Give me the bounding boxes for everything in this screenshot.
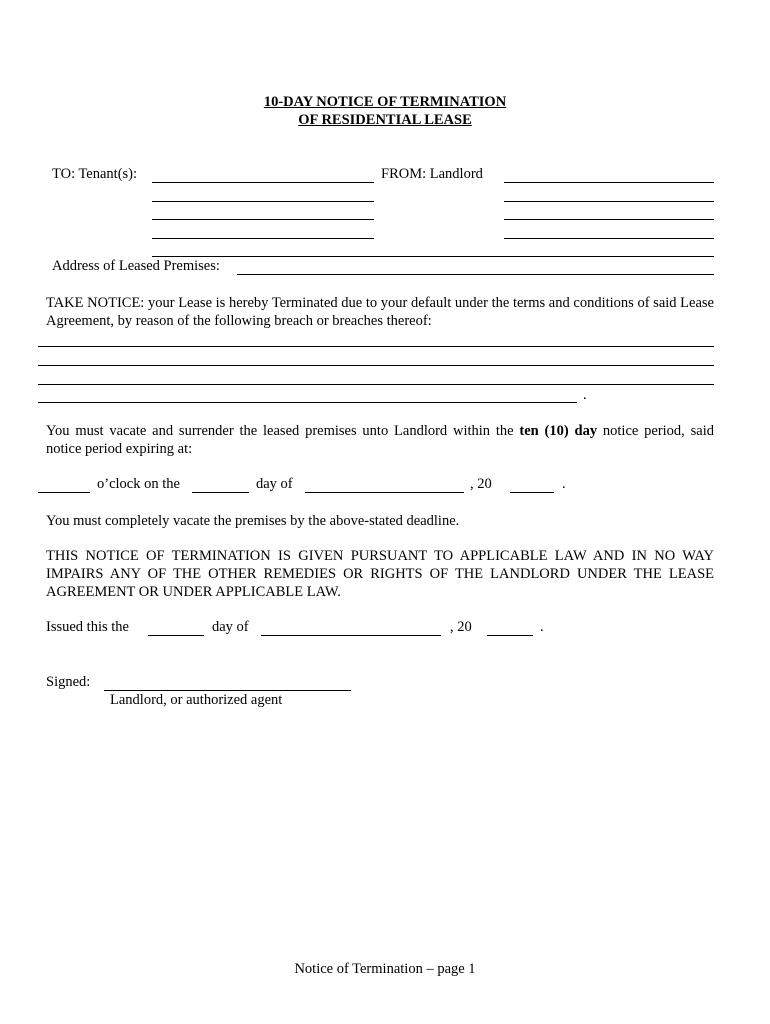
tenant-label: TO: Tenant(s): — [52, 166, 138, 182]
vacate-month-blank[interactable] — [305, 492, 464, 493]
tenant-name-line-1[interactable] — [152, 182, 374, 183]
deadline-statement: You must completely vacate the premises by the above-stated deadline. — [46, 513, 460, 529]
breach-line-4[interactable] — [38, 402, 577, 403]
signed-label: Signed: — [46, 674, 91, 690]
vacate-text-before: You must vacate and surrender the leased premises unto Landlord within the — [46, 423, 520, 439]
address-label: Address of Leased Premises: — [52, 258, 220, 274]
vacate-text-bold: ten (10) day — [519, 423, 598, 439]
document-title-line-2: OF RESIDENTIAL LEASE — [298, 112, 472, 128]
issued-label: Issued this the — [46, 619, 129, 635]
legal-paragraph: THIS NOTICE OF TERMINATION IS GIVEN PURSUANT TO APPLICABLE LAW AND IN NO WAY IMPAIRS ANY OF THE OTHER REMEDIES OR RIGHTS OF THE LANDLORD UNDER THE LEASE AGREEMENT OR UNDER APPLICABLE LAW. — [46, 548, 714, 600]
breach-line-3[interactable] — [38, 384, 714, 385]
oclock-label: o’clock on the — [97, 476, 180, 492]
address-line[interactable] — [237, 274, 714, 275]
parties-extra-line[interactable] — [152, 256, 714, 257]
issued-day-blank[interactable] — [148, 635, 204, 636]
issued-period: . — [540, 619, 544, 635]
issued-day-of-label: day of — [212, 619, 249, 635]
take-notice-paragraph: TAKE NOTICE: your Lease is hereby Terminated due to your default under the terms and conditions of said Lease Agreement, by reason of the following breach or breaches thereof: — [46, 295, 714, 329]
landlord-name-line-1[interactable] — [504, 182, 714, 183]
vacate-year-blank[interactable] — [510, 492, 554, 493]
landlord-label: FROM: Landlord — [381, 166, 483, 182]
vacate-period: . — [562, 476, 566, 492]
landlord-name-line-4[interactable] — [504, 238, 714, 239]
tenant-name-line-3[interactable] — [152, 219, 374, 220]
tenant-name-line-4[interactable] — [152, 238, 374, 239]
document-title-line-1: 10-DAY NOTICE OF TERMINATION — [263, 94, 507, 110]
vacate-year-prefix: , 20 — [470, 476, 492, 492]
vacate-day-blank[interactable] — [192, 492, 249, 493]
tenant-name-line-2[interactable] — [152, 201, 374, 202]
vacate-day-of-label: day of — [256, 476, 293, 492]
signature-line[interactable] — [104, 690, 351, 691]
signature-caption: Landlord, or authorized agent — [110, 692, 283, 708]
page-footer: Notice of Termination – page 1 — [294, 961, 476, 977]
landlord-name-line-3[interactable] — [504, 219, 714, 220]
landlord-name-line-2[interactable] — [504, 201, 714, 202]
breach-line-2[interactable] — [38, 365, 714, 366]
issued-year-prefix: , 20 — [450, 619, 472, 635]
vacate-paragraph — [46, 422, 714, 458]
breach-period: . — [583, 387, 587, 403]
vacate-text-after: notice period, said notice period expiring at: — [46, 423, 714, 457]
oclock-blank[interactable] — [38, 492, 90, 493]
issued-year-blank[interactable] — [487, 635, 533, 636]
issued-month-blank[interactable] — [261, 635, 441, 636]
breach-line-1[interactable] — [38, 346, 714, 347]
